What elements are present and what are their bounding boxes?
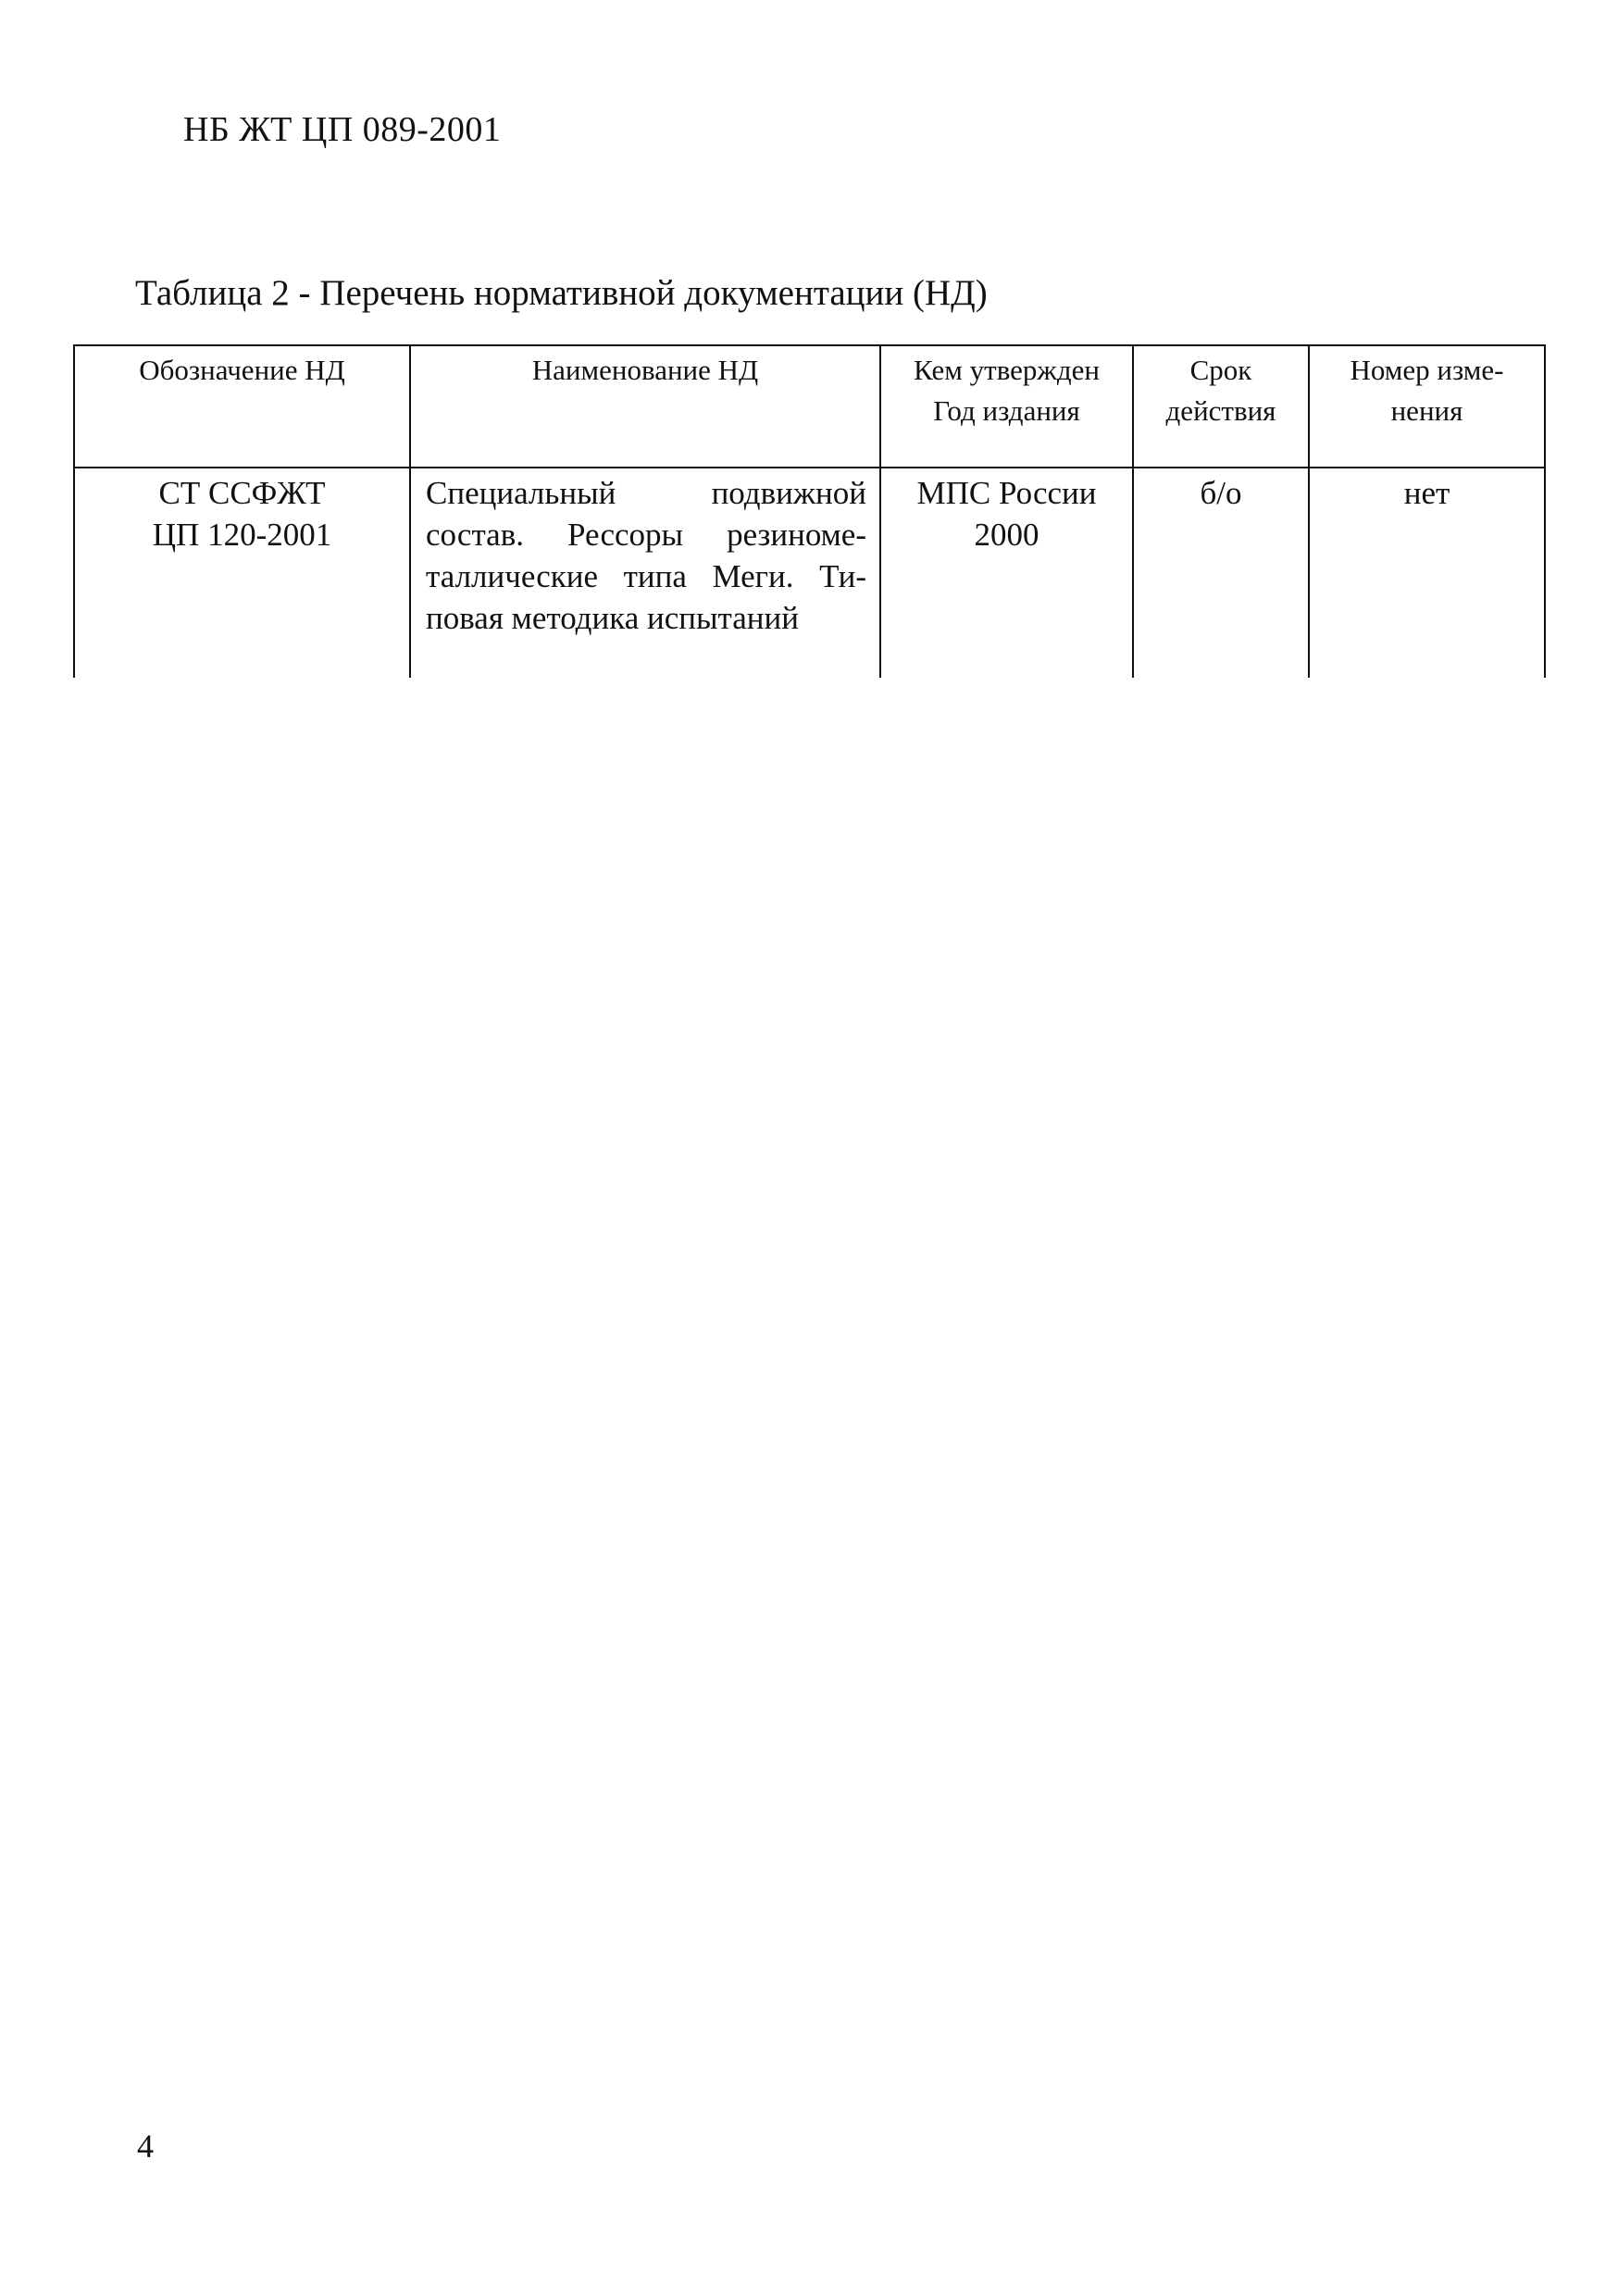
normative-documents-table <box>73 344 1546 678</box>
table-row <box>74 468 1545 678</box>
header-name: Наименование НД <box>410 345 880 468</box>
header-approved-by: Кем утвержден Год издания <box>880 345 1133 468</box>
header-change-number: Номер изме- нения <box>1309 345 1545 468</box>
cell-designation: СТ ССФЖТ ЦП 120-2001 <box>74 468 410 678</box>
cell-name: Специальный подвижной состав. Рессоры резинометаллические типа Меги. Типовая методика испытаний <box>410 468 880 678</box>
cell-approved-by: МПС России 2000 <box>880 468 1133 678</box>
cell-change-number: нет <box>1309 468 1545 678</box>
header-designation: Обозначение НД <box>74 345 410 468</box>
table-caption: Таблица 2 - Перечень нормативной документации (НД) <box>135 273 988 313</box>
document-code: НБ ЖТ ЦП 089-2001 <box>183 110 502 149</box>
header-validity: Срок действия <box>1133 345 1309 468</box>
cell-validity: б/о <box>1133 468 1309 678</box>
table-header-row <box>74 345 1545 468</box>
page-number: 4 <box>137 2128 154 2165</box>
